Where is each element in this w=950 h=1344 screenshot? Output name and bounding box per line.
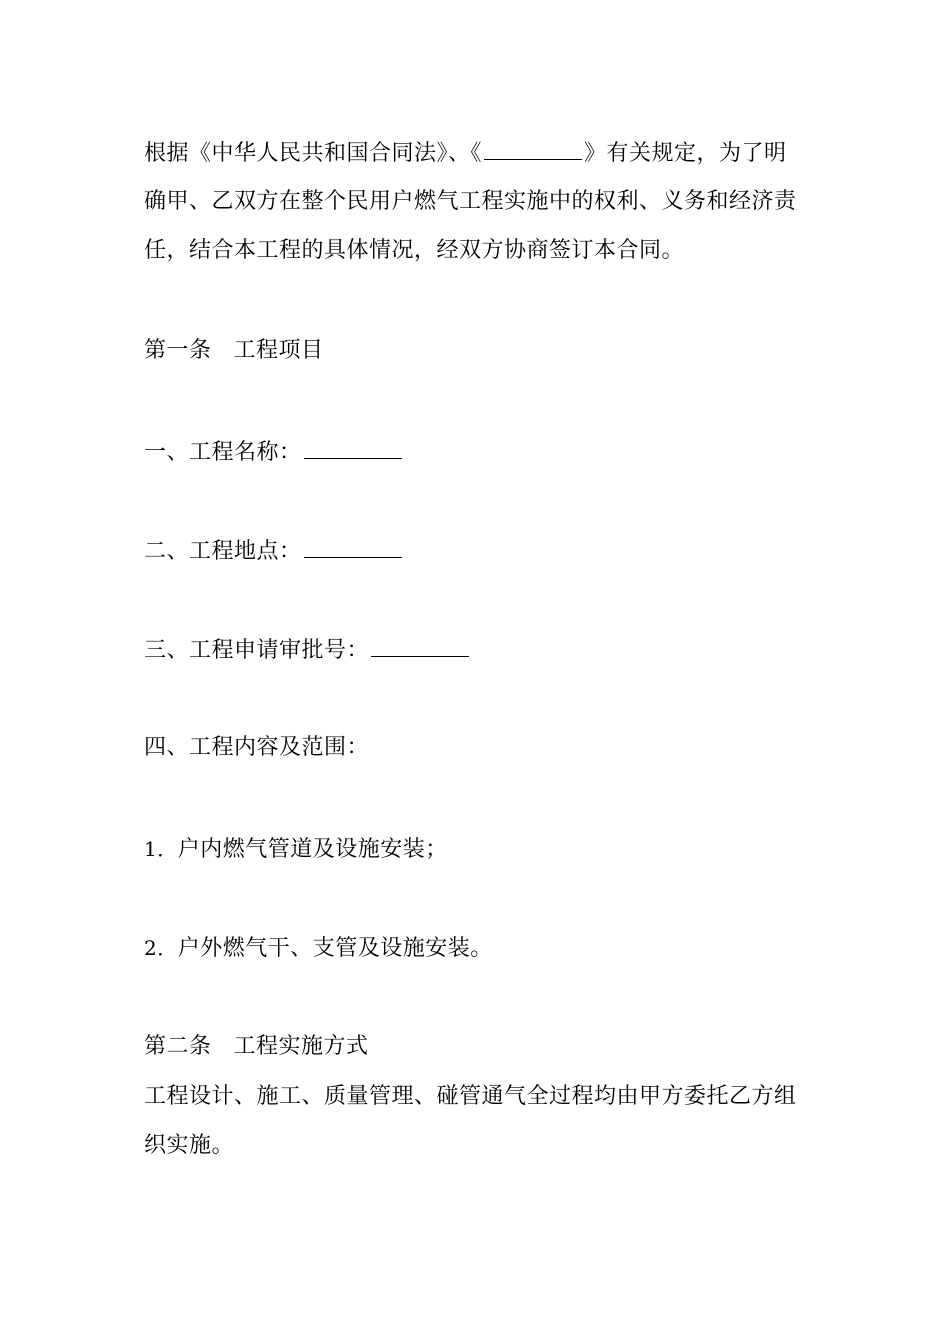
- article2-body-line-2: 织实施。: [144, 1133, 235, 1158]
- preamble-line-1: [144, 137, 787, 169]
- project-location-label: 二、工程地点：: [144, 539, 302, 564]
- article2-heading: [144, 1032, 369, 1062]
- approval-number-blank[interactable]: [371, 634, 469, 657]
- project-name-label: 一、工程名称：: [144, 440, 302, 465]
- article2-body-line-1: 工程设计、施工、质量管理、碰管通气全过程均由甲方委托乙方组: [144, 1084, 797, 1109]
- scope-item-1-num: 1．: [144, 837, 178, 861]
- article2-heading-title: 工程实施方式: [233, 1034, 369, 1059]
- project-name-blank[interactable]: [304, 436, 402, 459]
- law-name-blank[interactable]: [484, 137, 582, 160]
- scope-item-2: [144, 933, 493, 964]
- approval-number-label: 三、工程申请审批号：: [144, 638, 370, 663]
- preamble-text-1a: 根据《中华人民共和国合同法》、《: [144, 141, 483, 166]
- scope-item-2-text: 户外燃气干、支管及设施安装。: [177, 936, 493, 961]
- preamble-line-2: 确甲、乙双方在整个民用户燃气工程实施中的权利、义务和经济责: [144, 189, 797, 214]
- article2-heading-num: 第二条: [144, 1034, 212, 1059]
- scope-item-1-text: 户内燃气管道及设施安装；: [177, 837, 448, 862]
- approval-number-row: [144, 634, 471, 666]
- scope-item-2-num: 2．: [144, 936, 178, 960]
- preamble-text-1b: 》有关规定，为了明: [584, 141, 787, 166]
- article1-heading-num: 第一条: [144, 338, 212, 363]
- project-location-blank[interactable]: [304, 535, 402, 558]
- article1-heading-title: 工程项目: [233, 338, 324, 363]
- scope-item-1: [144, 834, 448, 865]
- article1-heading: [144, 336, 324, 366]
- project-location-row: [144, 535, 404, 567]
- project-name-row: [144, 436, 404, 468]
- preamble-line-3: 任，结合本工程的具体情况，经双方协商签订本合同。: [144, 238, 685, 263]
- scope-heading: 四、工程内容及范围：: [144, 735, 370, 760]
